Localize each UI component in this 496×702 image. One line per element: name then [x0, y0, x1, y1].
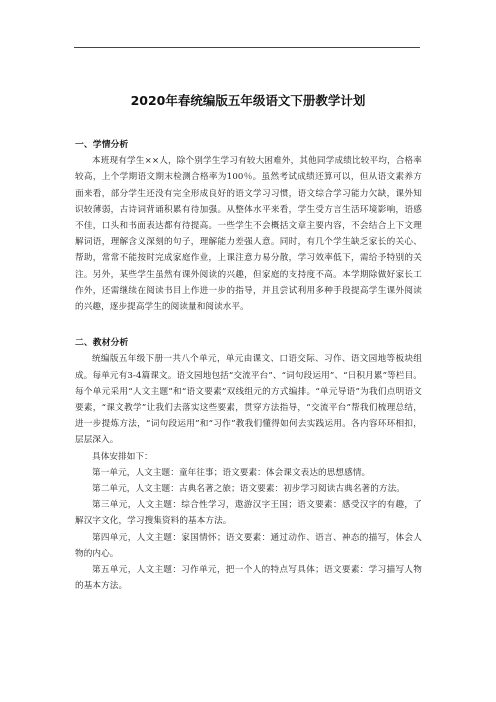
section-heading-textbook-analysis: 二、教材分析	[75, 338, 129, 349]
paragraph: 第五单元，人文主题：习作单元，把一个人的特点写具体；语文要素：学习描写人物的基本方法。	[75, 565, 422, 592]
paragraph: 本班现有学生××人，除个别学生学习有较大困难外，其他同学成绩比较平均，合格率较高，上个学期语文期末检测合格率为100％。虽然考试成绩还算可以，但从语文素养方面来看，部分学生还没有完全形成良好的语文学习习惯，语文综合学习能力欠缺，课外知识较薄弱，古诗词背诵积累有待加强。从整体水平来看，学生受方言生活环境影响，语感不佳，口头和书面表达都有待提高。一些学生不会概括文章主要内容，不会结合上下文理解词语，理解含义深刻的句子，理解能力差强人意。同时，有几个学生缺乏家长的关心、帮助，常常不能按时完成家庭作业，上课注意力易分散，学习效率低下，需给予特别的关注。另外，某些学生虽然有课外阅读的兴趣，但家庭的支持度不高。本学期除做好家长工作外，还需继续在阅读书目上作进一步的指导，并且尝试利用多种手段提高学生课外阅读的兴趣，逐步提高学生的阅读量和阅读水平。	[75, 156, 422, 313]
paragraph: 第三单元，人文主题：综合性学习，遨游汉字王国；语文要素：感受汉字的有趣，了解汉字文化，学习搜集资料的基本方法。	[75, 500, 422, 527]
paragraph: 第四单元，人文主题：家国情怀；语文要素：通过动作、语言、神态的描写，体会人物的内心。	[75, 532, 422, 559]
paragraph: 第一单元，人文主题：童年往事；语文要素：体会课文表达的思想感情。	[92, 467, 371, 478]
paragraph: 具体安排如下：	[92, 451, 153, 462]
document-body	[75, 137, 422, 594]
section-heading-learning-analysis: 一、学情分析	[75, 140, 129, 150]
document-title: 2020年春统编版五年级语文下册教学计划	[130, 93, 366, 108]
header-rule	[74, 47, 420, 48]
paragraph: 统编版五年级下册一共八个单元，单元由课文、口语交际、习作、语文园地等板块组成。每单元有3-4篇课文。语文园地包括“交流平台”、“词句段运用”、“日积月累”等栏目。每个单元采用“人文主题”和“语文要素”双线组元的方式编排。“单元导语”为我们点明语文要素，“课文教学”让我们去落实这些要素，贯穿方法指导，“交流平台”帮我们梳理总结，进一步提炼方法，“词句段运用”和“习作”教我们懂得如何去实践运用。各内容环环相扣，层层深入。	[75, 354, 422, 446]
paragraph: 第二单元，人文主题：古典名著之旅；语文要素：初步学习阅读古典名著的方法。	[92, 484, 405, 495]
